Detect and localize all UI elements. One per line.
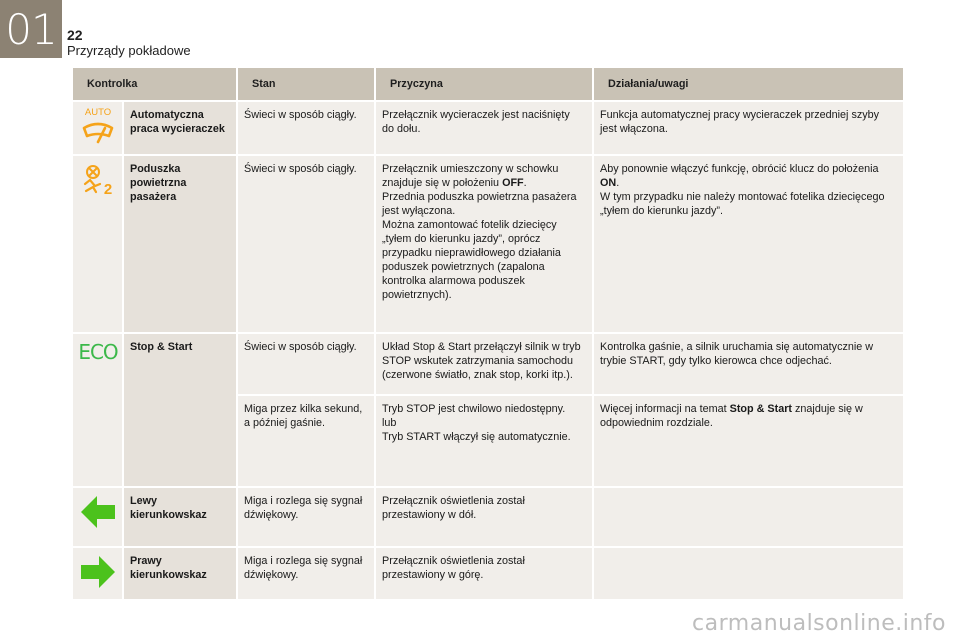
chapter-tab: 01 bbox=[0, 0, 62, 58]
airbag-action-dot: . bbox=[616, 177, 620, 189]
airbag-off-label: OFF bbox=[502, 177, 524, 189]
stopstart-cause-1: Układ Stop & Start przełączył silnik w tryb STOP wskutek zatrzymania samochodu (czerwone światło, znak stop, korki itp.). bbox=[375, 333, 593, 395]
table-row-airbag bbox=[73, 155, 903, 333]
airbag-cause-text: Przełącznik umieszczony w schowku znajduje się w położeniu bbox=[382, 163, 559, 189]
airbag-on-label: ON bbox=[600, 177, 617, 189]
right-indicator-name: Prawy kierunkowskaz bbox=[123, 547, 237, 599]
wiper-name: Automatyczna praca wycieraczek bbox=[123, 101, 237, 155]
icon-cell-right bbox=[73, 547, 123, 599]
page-number: 22 bbox=[67, 27, 83, 43]
column-header-stan: Stan bbox=[237, 68, 375, 101]
left-indicator-state: Miga i rozlega się sygnał dźwiękowy. bbox=[237, 487, 375, 547]
passenger-airbag-off-icon bbox=[78, 160, 118, 200]
stopstart-action-1: Kontrolka gaśnie, a silnik uruchamia się automatycznie w trybie START, gdy tylko kierowca chce odjechać. bbox=[593, 333, 903, 395]
airbag-number: 2 bbox=[103, 181, 112, 198]
section-title: Przyrządy pokładowe bbox=[67, 43, 191, 58]
airbag-cause-dot: . bbox=[523, 177, 527, 189]
stopstart-action-2-bold: Stop & Start bbox=[729, 403, 793, 415]
warning-lights-table bbox=[73, 68, 903, 599]
airbag-action bbox=[593, 155, 903, 333]
icon-cell-airbag bbox=[73, 155, 123, 333]
auto-label: AUTO bbox=[84, 107, 111, 118]
eco-label: ECO bbox=[77, 340, 118, 364]
stopstart-action-2 bbox=[593, 395, 903, 487]
right-indicator-state: Miga i rozlega się sygnał dźwiękowy. bbox=[237, 547, 375, 599]
stopstart-cause-2-line2: lub bbox=[382, 417, 397, 429]
eco-icon bbox=[76, 338, 120, 364]
table-row-right-indicator bbox=[73, 547, 903, 599]
airbag-name: Poduszka powietrzna pasażera bbox=[123, 155, 237, 333]
airbag-cause-line2: Przednia poduszka powietrzna pasażera jest wyłączona. bbox=[382, 191, 577, 217]
right-indicator-cause: Przełącznik oświetlenia został przestawiony w górę. bbox=[375, 547, 593, 599]
icon-cell-eco bbox=[73, 333, 123, 487]
left-indicator-name: Lewy kierunkowskaz bbox=[123, 487, 237, 547]
right-arrow-icon bbox=[77, 552, 119, 592]
table-row-stopstart-1 bbox=[73, 333, 903, 395]
icon-cell-wiper bbox=[73, 101, 123, 155]
left-indicator-cause: Przełącznik oświetlenia został przestawiony w dół. bbox=[375, 487, 593, 547]
stopstart-action-2-rest: znajduje się w odpowiednim rozdziale. bbox=[600, 403, 863, 429]
column-header-przyczyna: Przyczyna bbox=[375, 68, 593, 101]
stopstart-cause-2-line3: Tryb START włączył się automatycznie. bbox=[382, 431, 571, 443]
column-header-kontrolka: Kontrolka bbox=[73, 68, 237, 101]
airbag-state: Świeci w sposób ciągły. bbox=[237, 155, 375, 333]
table-row-wiper bbox=[73, 101, 903, 155]
watermark: carmanualsonline.info bbox=[692, 611, 946, 636]
right-indicator-action bbox=[593, 547, 903, 599]
wiper-cause: Przełącznik wycieraczek jest naciśnięty do dołu. bbox=[375, 101, 593, 155]
left-arrow-icon bbox=[77, 492, 119, 532]
table-row-left-indicator bbox=[73, 487, 903, 547]
column-header-dzialania: Działania/uwagi bbox=[593, 68, 903, 101]
stopstart-action-2-text: Więcej informacji na temat bbox=[600, 403, 730, 415]
airbag-action-line2: W tym przypadku nie należy montować fotelika dziecięcego „tyłem do kierunku jazdy”. bbox=[600, 191, 885, 217]
airbag-cause bbox=[375, 155, 593, 333]
airbag-action-text: Aby ponownie włączyć funkcję, obrócić klucz do położenia bbox=[600, 163, 879, 175]
stopstart-name: Stop & Start bbox=[123, 333, 237, 487]
left-indicator-action bbox=[593, 487, 903, 547]
icon-cell-left bbox=[73, 487, 123, 547]
wiper-state: Świeci w sposób ciągły. bbox=[237, 101, 375, 155]
stopstart-cause-2 bbox=[375, 395, 593, 487]
airbag-cause-line3: Można zamontować fotelik dziecięcy „tyłem do kierunku jazdy”, oprócz przypadku nieprawidłowego działania poduszek powietrznych (zapalona kontrolka alarmowa poduszek powietrznych). bbox=[382, 219, 561, 301]
stopstart-cause-2-line1: Tryb STOP jest chwilowo niedostępny. bbox=[382, 403, 566, 415]
stopstart-state-2: Miga przez kilka sekund, a później gaśnie. bbox=[237, 395, 375, 487]
windscreen-wiper-icon bbox=[78, 106, 118, 148]
table-header-row bbox=[73, 68, 903, 101]
stopstart-state-1: Świeci w sposób ciągły. bbox=[237, 333, 375, 395]
wiper-action: Funkcja automatycznej pracy wycieraczek przedniej szyby jest włączona. bbox=[593, 101, 903, 155]
